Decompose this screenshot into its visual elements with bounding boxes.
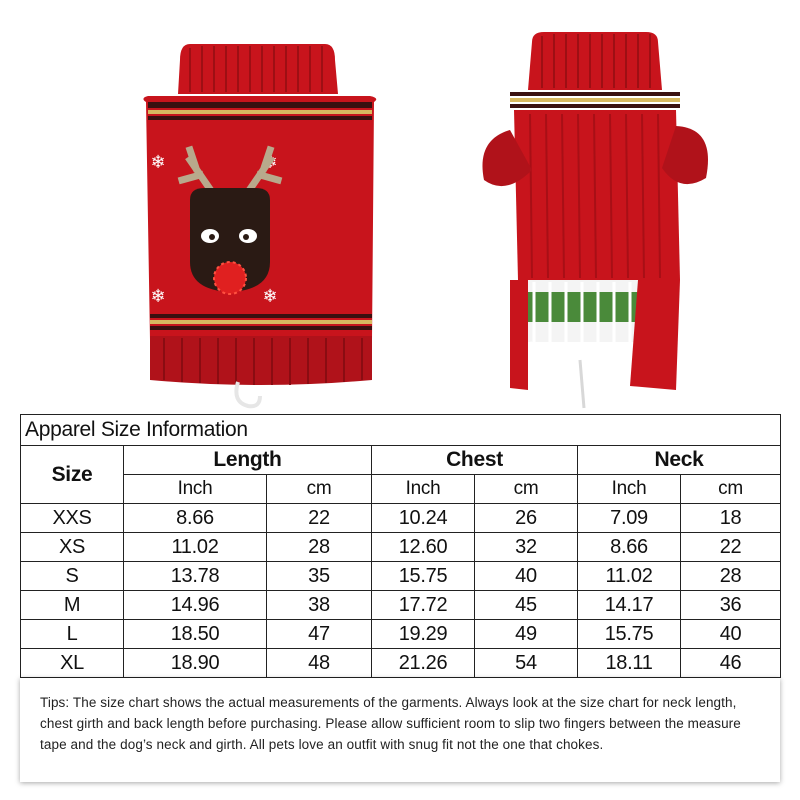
- sweater-front-illustration: [120, 30, 400, 410]
- chest-cm-cell: 26: [475, 504, 578, 533]
- table-row: [21, 591, 781, 620]
- unit-chest-cm: cm: [475, 475, 578, 504]
- table-unit-row: [21, 475, 781, 504]
- neck-inch-cell: 15.75: [578, 620, 681, 649]
- header-neck: Neck: [578, 446, 781, 475]
- chest-cm-cell: 40: [475, 562, 578, 591]
- header-length: Length: [124, 446, 372, 475]
- table-caption-row: [21, 415, 781, 446]
- neck-inch-cell: 14.17: [578, 591, 681, 620]
- sweater-back-photo: [470, 30, 750, 410]
- neck-inch-cell: 18.11: [578, 649, 681, 678]
- neck-cm-cell: 18: [681, 504, 781, 533]
- neck-cm-cell: 22: [681, 533, 781, 562]
- header-size: Size: [21, 446, 124, 504]
- sweater-front-photo: [120, 30, 400, 410]
- unit-length-cm: cm: [267, 475, 372, 504]
- size-cell: S: [21, 562, 124, 591]
- chest-inch-cell: 12.60: [372, 533, 475, 562]
- unit-neck-inch: Inch: [578, 475, 681, 504]
- chest-cm-cell: 45: [475, 591, 578, 620]
- tips-text: Tips: The size chart shows the actual measurements of the garments. Always look at the size chart for neck length, chest girth and back length before purchasing. Please allow sufficient room to slip two fingers between the measure tape and the dog’s neck and girth. All pets love an outfit with snug fit not the one that chokes.: [40, 695, 741, 752]
- size-cell: XS: [21, 533, 124, 562]
- neck-inch-cell: 11.02: [578, 562, 681, 591]
- unit-length-inch: Inch: [124, 475, 267, 504]
- tips-box: [20, 678, 780, 782]
- size-cell: XL: [21, 649, 124, 678]
- neck-inch-cell: 8.66: [578, 533, 681, 562]
- neck-inch-cell: 7.09: [578, 504, 681, 533]
- neck-cm-cell: 36: [681, 591, 781, 620]
- chest-inch-cell: 19.29: [372, 620, 475, 649]
- chest-inch-cell: 10.24: [372, 504, 475, 533]
- svg-text:❄: ❄: [262, 152, 278, 173]
- size-cell: L: [21, 620, 124, 649]
- sweater-back-illustration: [470, 30, 750, 410]
- table-row: [21, 562, 781, 591]
- length-cm-cell: 48: [267, 649, 372, 678]
- neck-cm-cell: 28: [681, 562, 781, 591]
- unit-neck-cm: cm: [681, 475, 781, 504]
- size-cell: M: [21, 591, 124, 620]
- svg-text:❄: ❄: [150, 286, 166, 307]
- chest-inch-cell: 21.26: [372, 649, 475, 678]
- table-caption: Apparel Size Information: [21, 415, 781, 446]
- length-inch-cell: 18.90: [124, 649, 267, 678]
- size-cell: XXS: [21, 504, 124, 533]
- chest-cm-cell: 49: [475, 620, 578, 649]
- length-inch-cell: 11.02: [124, 533, 267, 562]
- chest-inch-cell: 17.72: [372, 591, 475, 620]
- svg-text:❄: ❄: [150, 152, 166, 173]
- length-inch-cell: 13.78: [124, 562, 267, 591]
- size-table: [20, 414, 781, 678]
- neck-cm-cell: 40: [681, 620, 781, 649]
- table-row: [21, 620, 781, 649]
- svg-text:❄: ❄: [262, 286, 278, 307]
- chest-cm-cell: 32: [475, 533, 578, 562]
- length-inch-cell: 8.66: [124, 504, 267, 533]
- length-cm-cell: 28: [267, 533, 372, 562]
- neck-cm-cell: 46: [681, 649, 781, 678]
- length-cm-cell: 35: [267, 562, 372, 591]
- length-cm-cell: 38: [267, 591, 372, 620]
- chest-cm-cell: 54: [475, 649, 578, 678]
- table-row: [21, 649, 781, 678]
- length-inch-cell: 14.96: [124, 591, 267, 620]
- chest-inch-cell: 15.75: [372, 562, 475, 591]
- header-chest: Chest: [372, 446, 578, 475]
- table-header-row: [21, 446, 781, 475]
- length-inch-cell: 18.50: [124, 620, 267, 649]
- length-cm-cell: 47: [267, 620, 372, 649]
- table-row: [21, 504, 781, 533]
- table-row: [21, 533, 781, 562]
- length-cm-cell: 22: [267, 504, 372, 533]
- unit-chest-inch: Inch: [372, 475, 475, 504]
